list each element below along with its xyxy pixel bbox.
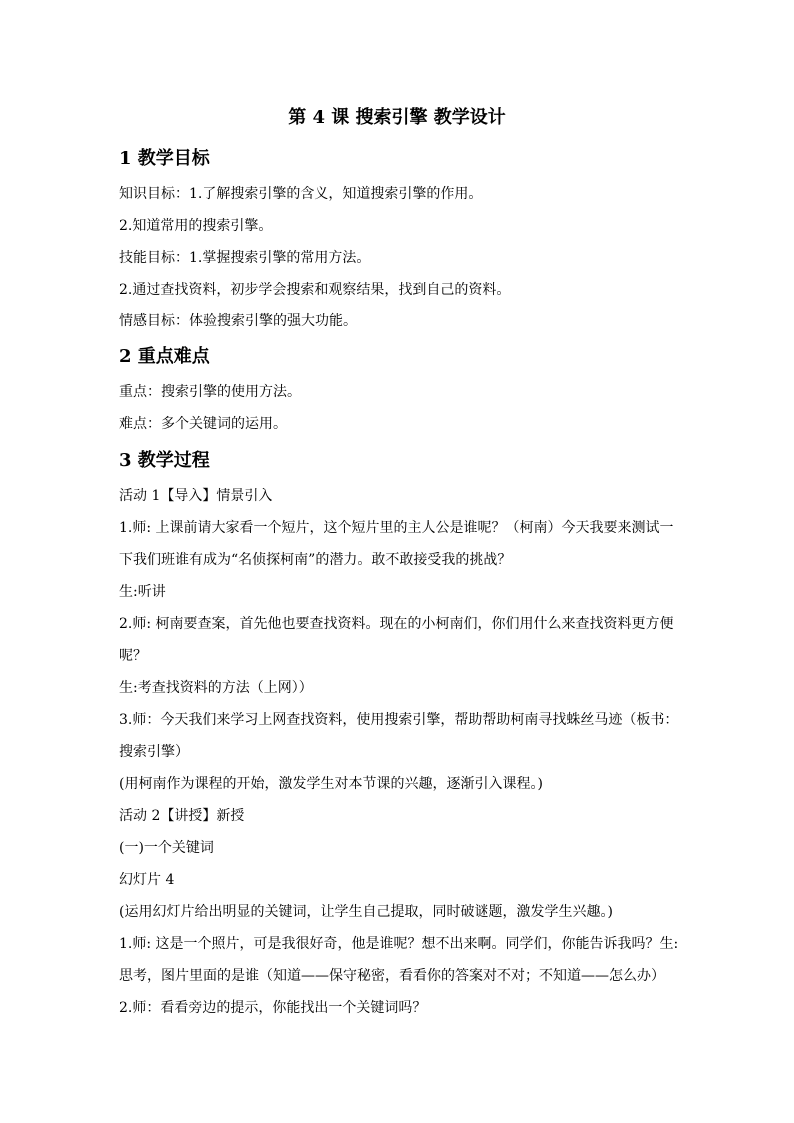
paragraph-line: 技能目标：1.掌握搜索引擎的常用方法。	[119, 250, 371, 266]
paragraph-line: 2.师：看看旁边的提示，你能找出一个关键词吗？	[119, 1000, 427, 1016]
paragraph-line: 难点：多个关键词的运用。	[119, 416, 287, 432]
paragraph-line: 生:听讲	[119, 584, 166, 600]
paragraph-line: (运用幻灯片给出明显的关键词，让学生自己提取，同时破谜题，激发学生兴趣。)	[119, 904, 613, 920]
paragraph-line: 搜索引擎）	[119, 744, 189, 760]
section-heading-key-points: 2 重点难点	[119, 346, 210, 367]
paragraph-line: 活动 1【导入】情景引入	[119, 488, 273, 504]
paragraph-line: 2.知道常用的搜索引擎。	[119, 218, 273, 234]
paragraph-line: 1.师: 这是一个照片，可是我很好奇，他是谁呢？想不出来啊。同学们，你能告诉我吗？生:	[119, 936, 679, 952]
paragraph-line: 呢？	[119, 648, 147, 664]
paragraph-line: 思考，图片里面的是谁（知道——保守秘密，看看你的答案对不对；不知道——怎么办）	[119, 968, 665, 984]
paragraph-line: 知识目标：1.了解搜索引擎的含义，知道搜索引擎的作用。	[119, 186, 483, 202]
paragraph-line: 活动 2【讲授】新授	[119, 808, 245, 824]
document-title: 第 4 课 搜索引擎 教学设计	[288, 107, 506, 128]
paragraph-line: 生:考查找资料的方法（上网））	[119, 680, 313, 696]
paragraph-line: 幻灯片 4	[119, 872, 175, 888]
section-heading-objectives: 1 教学目标	[119, 148, 210, 169]
paragraph-line: 重点：搜索引擎的使用方法。	[119, 384, 301, 400]
paragraph-line: 3.师：今天我们来学习上网查找资料，使用搜索引擎，帮助帮助柯南寻找蛛丝马迹（板书：	[119, 712, 679, 728]
section-heading-process: 3 教学过程	[119, 450, 210, 471]
paragraph-line: 下我们班谁有成为“名侦探柯南”的潜力。敢不敢接受我的挑战？	[119, 552, 512, 568]
paragraph-line: (一)一个关键词	[119, 840, 214, 856]
paragraph-line: (用柯南作为课程的开始，激发学生对本节课的兴趣，逐渐引入课程。)	[119, 776, 543, 792]
paragraph-line: 2.师: 柯南要查案，首先他也要查找资料。现在的小柯南们，你们用什么来查找资料更方便	[119, 616, 674, 632]
paragraph-line: 1.师: 上课前请大家看一个短片，这个短片里的主人公是谁呢？（柯南）今天我要来测试一	[119, 520, 674, 536]
paragraph-line: 2.通过查找资料，初步学会搜索和观察结果，找到自己的资料。	[119, 282, 511, 298]
paragraph-line: 情感目标：体验搜索引擎的强大功能。	[119, 313, 357, 329]
